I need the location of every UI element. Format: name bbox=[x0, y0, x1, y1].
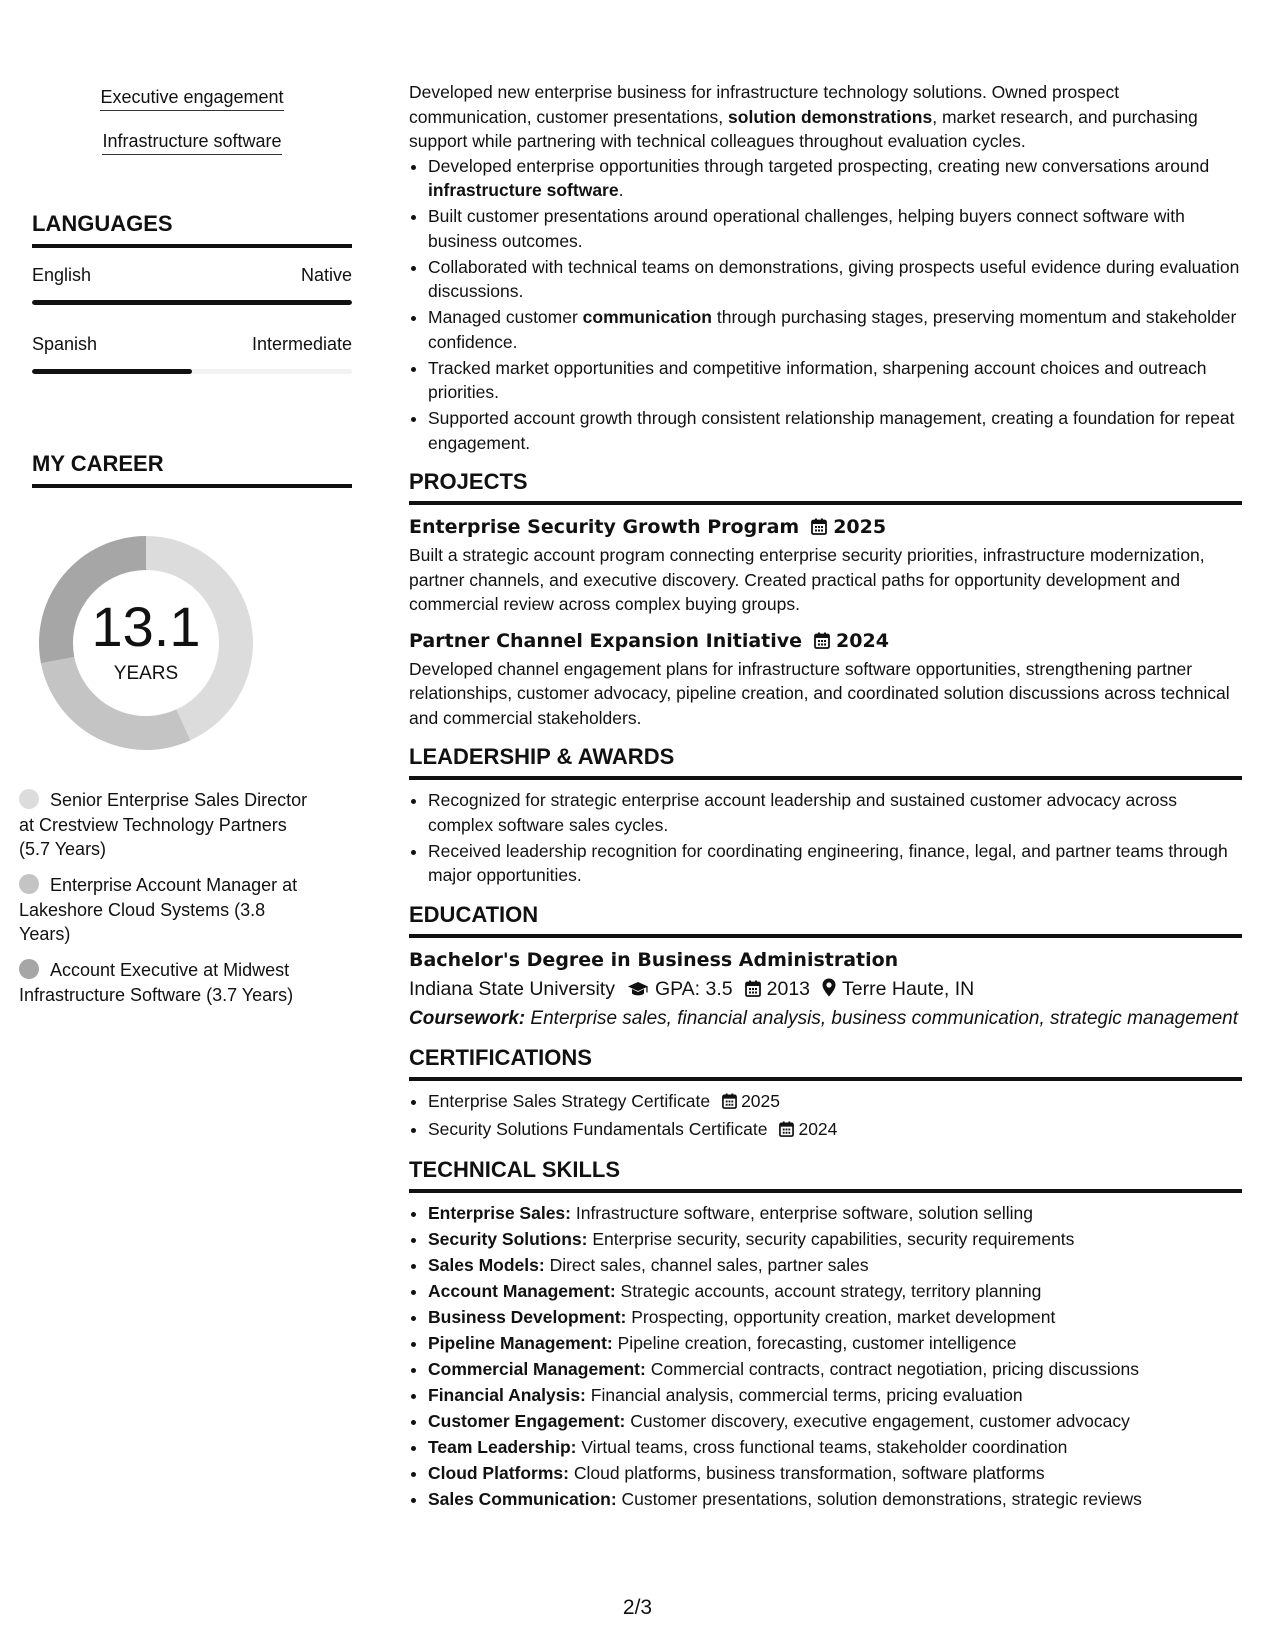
skill-category: Financial Analysis: bbox=[428, 1385, 586, 1405]
career-entry-text: Senior Enterprise Sales Director at Crestview Technology Partners (5.7 Years) bbox=[19, 790, 308, 859]
experience-bullets bbox=[409, 154, 1242, 456]
skill-values: Customer presentations, solution demonstrations, strategic reviews bbox=[616, 1489, 1142, 1509]
calendar-icon bbox=[745, 976, 761, 1006]
certification-year: 2025 bbox=[741, 1090, 781, 1111]
skill-tag bbox=[32, 87, 352, 111]
experience-bullet bbox=[428, 356, 1242, 405]
legend-dot bbox=[19, 959, 39, 979]
page-number: 2/3 bbox=[622, 1596, 653, 1619]
certification-year: 2024 bbox=[798, 1118, 838, 1139]
project-title-row bbox=[409, 513, 1242, 543]
calendar-icon bbox=[814, 629, 830, 657]
skill-category: Enterprise Sales: bbox=[428, 1203, 571, 1223]
career-entry-text: Enterprise Account Manager at Lakeshore Cloud Systems (3.8 Years) bbox=[19, 875, 298, 944]
project-description: Developed channel engagement plans for infrastructure software opportunities, strengthening partner relationships, customer advocacy, pipeline creation, and coordinated solution discussions across technical and commercial stakeholders. bbox=[409, 658, 1230, 728]
text-run: Built customer presentations around operational challenges, helping buyers connect software with business outcomes. bbox=[428, 206, 1185, 251]
language-proficiency-bar bbox=[32, 369, 352, 374]
experience-bullet bbox=[428, 305, 1242, 354]
experience-bullet bbox=[428, 204, 1242, 253]
text-run: Developed new enterprise business for infrastructure technology solutions. Owned prospect communication, customer presentations, bbox=[409, 82, 1120, 127]
experience-bullet bbox=[428, 406, 1242, 455]
skill-item bbox=[428, 1253, 1242, 1278]
graduation-cap-icon bbox=[627, 976, 649, 1006]
skill-values: Infrastructure software, enterprise software, solution selling bbox=[570, 1203, 1033, 1223]
skill-category: Cloud Platforms: bbox=[428, 1463, 569, 1483]
skill-tag-label: Infrastructure software bbox=[102, 131, 281, 155]
calendar-icon bbox=[811, 515, 827, 543]
skills-list bbox=[409, 1201, 1242, 1512]
language-spanish bbox=[32, 334, 352, 374]
skill-item bbox=[428, 1279, 1242, 1304]
calendar-icon bbox=[722, 1091, 737, 1116]
text-run: . bbox=[618, 180, 624, 200]
skill-item bbox=[428, 1201, 1242, 1226]
main-content bbox=[409, 80, 1242, 1513]
award-item: • Received leadership recognition for coordinating engineering, finance, legal, and partner teams through major opportunities. bbox=[428, 839, 1242, 888]
skill-category: Business Development: bbox=[428, 1307, 627, 1327]
language-level: Native bbox=[300, 265, 352, 285]
certification-item bbox=[428, 1089, 1242, 1116]
text-run: , market research, and purchasing support while partnering with technical colleagues throughout evaluation cycles. bbox=[409, 106, 1198, 151]
skill-item bbox=[428, 1461, 1242, 1486]
legend-dot bbox=[19, 789, 39, 809]
gpa: GPA: 3.5 bbox=[654, 977, 733, 1000]
skill-values: Direct sales, channel sales, partner sales bbox=[544, 1255, 869, 1275]
skill-values: Cloud platforms, business transformation, software platforms bbox=[568, 1463, 1045, 1483]
emphasized-text: solution demonstrations bbox=[728, 106, 933, 127]
awards-list bbox=[409, 788, 1242, 888]
emphasized-text: infrastructure software bbox=[428, 180, 619, 200]
projects-heading: PROJECTS bbox=[409, 469, 1242, 505]
education-meta bbox=[409, 974, 1242, 1006]
language-name: Spanish bbox=[32, 334, 98, 354]
experience-summary bbox=[409, 80, 1242, 154]
career-entry bbox=[19, 873, 309, 947]
language-name: English bbox=[32, 265, 92, 285]
skill-tag-label: Executive engagement bbox=[100, 87, 283, 111]
skill-item bbox=[428, 1331, 1242, 1356]
skill-category: Commercial Management: bbox=[428, 1359, 646, 1379]
awards-heading: LEADERSHIP & AWARDS bbox=[409, 744, 1242, 780]
language-proficiency-bar bbox=[32, 300, 352, 305]
emphasized-text: communication bbox=[582, 307, 712, 327]
languages-heading: LANGUAGES bbox=[32, 211, 352, 248]
language-english bbox=[32, 265, 352, 305]
text-run: Supported account growth through consistent relationship management, creating a foundation for repeat engagement. bbox=[428, 408, 1235, 453]
skill-tag bbox=[32, 131, 352, 155]
school-name: Indiana State University bbox=[409, 977, 615, 1000]
award-item: • Recognized for strategic enterprise account leadership and sustained customer advocacy across complex software sales cycles. bbox=[428, 788, 1242, 837]
skill-values: Pipeline creation, forecasting, customer intelligence bbox=[612, 1333, 1017, 1353]
education-heading: EDUCATION bbox=[409, 902, 1242, 938]
project-title-row bbox=[409, 627, 1242, 657]
skill-values: Commercial contracts, contract negotiation, pricing discussions bbox=[645, 1359, 1139, 1379]
career-heading: MY CAREER bbox=[32, 451, 352, 488]
coursework bbox=[409, 1006, 1242, 1031]
skill-item bbox=[428, 1357, 1242, 1382]
graduation-year: 2013 bbox=[766, 977, 811, 1000]
skill-item bbox=[428, 1409, 1242, 1434]
degree-title: Bachelor's Degree in Business Administration bbox=[409, 948, 899, 971]
skill-item bbox=[428, 1227, 1242, 1252]
location-pin-icon bbox=[822, 976, 836, 1006]
language-proficiency-fill bbox=[32, 369, 192, 374]
career-entry-text: Account Executive at Midwest Infrastructure Software (3.7 Years) bbox=[19, 960, 294, 1005]
certifications-list bbox=[409, 1089, 1242, 1144]
skill-category: Account Management: bbox=[428, 1281, 616, 1301]
text-run: Tracked market opportunities and competitive information, sharpening account choices and outreach priorities. bbox=[428, 357, 1207, 402]
skill-item bbox=[428, 1487, 1242, 1512]
skill-category: Sales Models: bbox=[428, 1255, 545, 1275]
certification-name: Enterprise Sales Strategy Certificate bbox=[428, 1090, 711, 1111]
project-item bbox=[409, 627, 1242, 731]
text-run: Collaborated with technical teams on demonstrations, giving prospects useful evidence during evaluation discussions. bbox=[428, 256, 1240, 301]
skill-category: Security Solutions: bbox=[428, 1229, 588, 1249]
skills-heading: TECHNICAL SKILLS bbox=[409, 1157, 1242, 1193]
skill-values: Financial analysis, commercial terms, pricing evaluation bbox=[585, 1385, 1023, 1405]
skill-category: Team Leadership: bbox=[428, 1437, 577, 1457]
skill-item bbox=[428, 1383, 1242, 1408]
career-donut-center bbox=[34, 531, 258, 755]
project-description: Built a strategic account program connecting enterprise security priorities, infrastructure modernization, partner channels, and executive discovery. Created practical paths for opportunity development and commercial review across complex buying groups. bbox=[409, 545, 1205, 614]
language-level: Intermediate bbox=[251, 334, 352, 354]
text-run: Managed customer bbox=[428, 307, 583, 327]
project-year: 2024 bbox=[836, 629, 889, 652]
skill-values: Enterprise security, security capabilities, security requirements bbox=[587, 1229, 1075, 1249]
text-run: Developed enterprise opportunities through targeted prospecting, creating new conversations around bbox=[428, 155, 1210, 176]
school-location: Terre Haute, IN bbox=[842, 977, 975, 1000]
certifications-heading: CERTIFICATIONS bbox=[409, 1045, 1242, 1081]
skill-category: Customer Engagement: bbox=[428, 1411, 626, 1431]
skill-category: Sales Communication: bbox=[428, 1489, 617, 1509]
project-title: Enterprise Security Growth Program bbox=[409, 516, 800, 538]
career-entry bbox=[19, 788, 309, 862]
skill-values: Virtual teams, cross functional teams, stakeholder coordination bbox=[576, 1437, 1068, 1457]
text-run: through purchasing stages, preserving momentum and stakeholder confidence. bbox=[428, 307, 1237, 352]
experience-bullet bbox=[428, 255, 1242, 304]
project-title: Partner Channel Expansion Initiative bbox=[409, 629, 803, 652]
legend-dot bbox=[19, 874, 39, 894]
career-total-years: 13.1 bbox=[91, 595, 201, 658]
project-item bbox=[409, 513, 1242, 617]
experience-bullet bbox=[428, 154, 1242, 203]
skill-values: Strategic accounts, account strategy, territory planning bbox=[615, 1281, 1042, 1301]
career-entry bbox=[19, 958, 309, 1007]
skill-values: Customer discovery, executive engagement, customer advocacy bbox=[625, 1411, 1130, 1431]
coursework-list: Enterprise sales, financial analysis, business communication, strategic management bbox=[525, 1007, 1238, 1029]
calendar-icon bbox=[779, 1119, 794, 1144]
skill-category: Pipeline Management: bbox=[428, 1333, 613, 1353]
career-total-unit: YEARS bbox=[113, 663, 179, 684]
certification-item bbox=[428, 1117, 1242, 1144]
language-proficiency-fill bbox=[32, 300, 352, 305]
project-year: 2025 bbox=[833, 516, 887, 538]
skill-values: Prospecting, opportunity creation, market development bbox=[626, 1307, 1056, 1327]
coursework-label: Coursework: bbox=[409, 1007, 526, 1029]
certification-name: Security Solutions Fundamentals Certificate bbox=[428, 1118, 768, 1139]
skill-item bbox=[428, 1435, 1242, 1460]
skill-item bbox=[428, 1305, 1242, 1330]
